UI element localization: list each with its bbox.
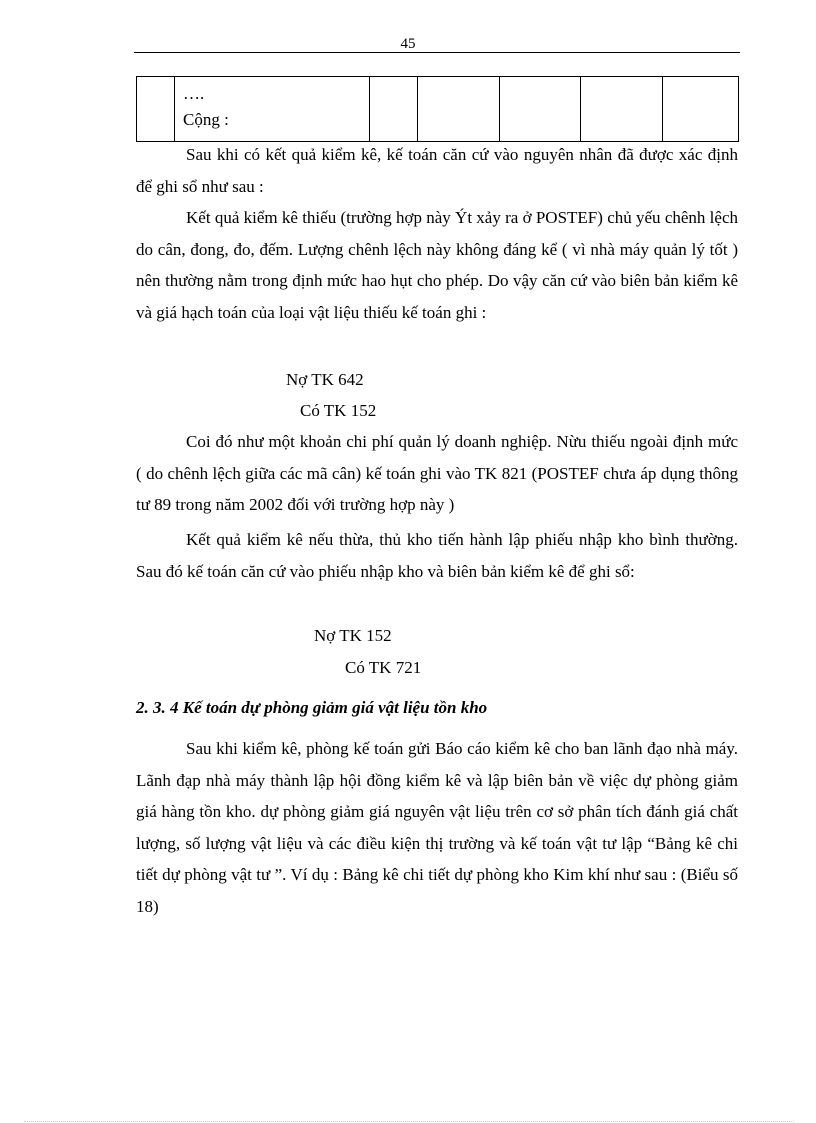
- table-cell-dots: ….: [183, 84, 205, 103]
- paragraph-5: Sau khi kiểm kê, phòng kế toán gửi Báo cáo kiểm kê cho ban lãnh đạo nhà máy. Lãnh đạp nhà máy thành lập hội đồng kiểm kê và lập biên bản về việc dự phòng giảm giá hàng tồn kho. dự phòng giảm giá nguyên vật liệu trên cơ sở phân tích đánh giá chất lượng, số lượng vật liệu và các điều kiện thị trường và kế toán vật tư lập “Bảng kê chi tiết dự phòng vật tư ”. Ví dụ : Bảng kê chi tiết dự phòng kho Kim khí như sau : (Biểu số 18): [136, 739, 738, 916]
- table-cell-index: [137, 77, 175, 142]
- table-cell-total-label: Cộng :: [183, 110, 229, 129]
- paragraph-2: Kết quả kiểm kê thiếu (trường hợp này Ýt xảy ra ở POSTEF) chủ yếu chênh lệch do cân, đong, đo, đếm. Lượng chênh lệch này không đáng kể ( vì nhà máy quản lý tốt ) nên thường nằm trong định mức hao hụt cho phép. Do vậy căn cứ vào biên bản kiểm kê và giá hạch toán của loại vật liệu thiếu kế toán ghi :: [136, 208, 738, 322]
- section-heading: 2. 3. 4 Kế toán dự phòng giảm giá vật liệu tồn kho: [136, 698, 488, 717]
- journal-entry-2-debit: Nợ TK 152: [314, 626, 392, 645]
- table-cell-description: [175, 77, 370, 142]
- paragraph-1: Sau khi có kết quả kiểm kê, kế toán căn cứ vào nguyên nhân đã được xác định để ghi sổ như sau :: [136, 145, 738, 196]
- table-cell: [370, 77, 418, 142]
- journal-entry-1-credit: Có TK 152: [300, 401, 377, 420]
- paragraph-3: Coi đó như một khoản chi phí quản lý doanh nghiệp. Nừu thiếu ngoài định mức ( do chênh lệch giữa các mã cân) kế toán ghi vào TK 821 (POSTEF chưa áp dụng thông tư 89 trong năm 2002 đối với trường hợp này ): [136, 432, 738, 514]
- table-cell: [663, 77, 739, 142]
- table-tail: [136, 76, 739, 142]
- table-cell: [581, 77, 663, 142]
- journal-entry-2-credit: Có TK 721: [345, 658, 422, 677]
- table-cell: [418, 77, 500, 142]
- footer-divider: [24, 1121, 794, 1122]
- table-cell: [500, 77, 581, 142]
- header-rule: [134, 52, 740, 53]
- paragraph-4: Kết quả kiểm kê nếu thừa, thủ kho tiến hành lập phiếu nhập kho bình thường. Sau đó kế toán căn cứ vào phiếu nhập kho và biên bản kiểm kê để ghi sổ:: [136, 530, 738, 581]
- table-row: [137, 77, 739, 142]
- page-number: 45: [400, 36, 416, 52]
- journal-entry-1-debit: Nợ TK 642: [286, 370, 364, 389]
